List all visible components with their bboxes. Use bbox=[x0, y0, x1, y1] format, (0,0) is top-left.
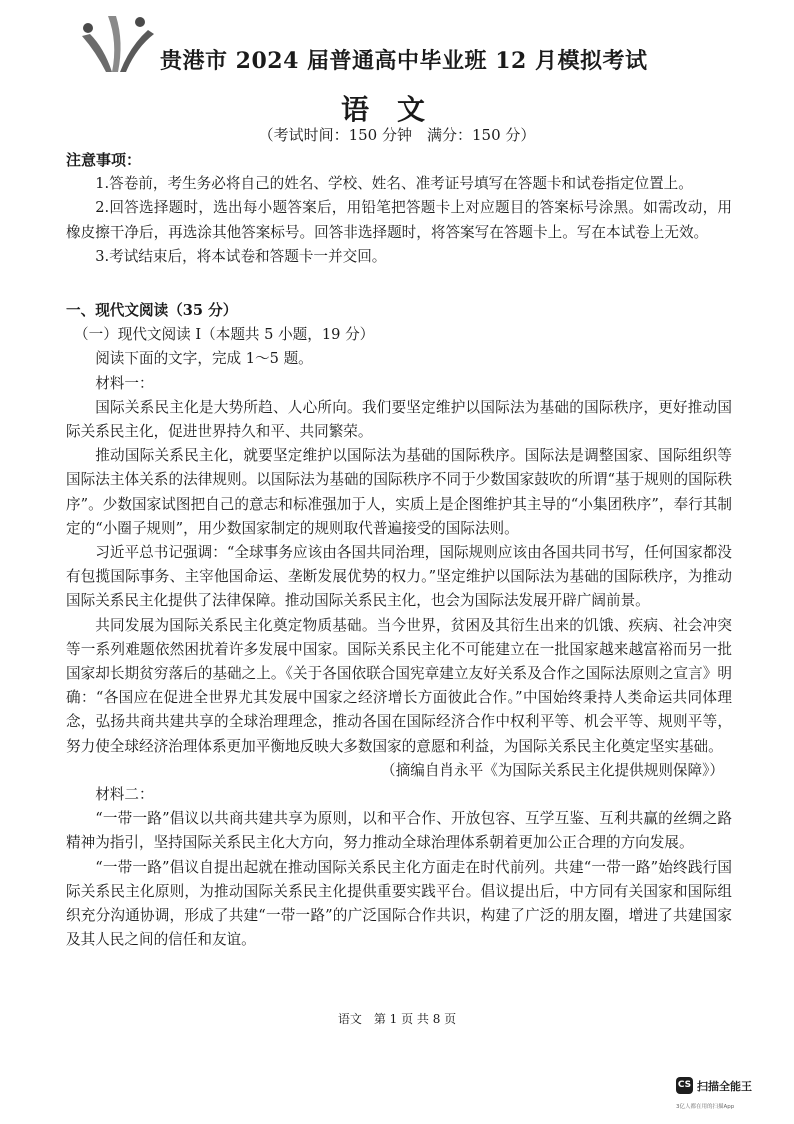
scanner-tagline: 3亿人都在用的扫描App bbox=[676, 1104, 735, 1110]
notice-item: 3.考试结束后，将本试卷和答题卡一并交回。 bbox=[95, 247, 387, 265]
scanner-app-name: 扫描全能王 bbox=[697, 1080, 752, 1093]
material-paragraph: 推动国际关系民主化，就要坚定维护以国际法为基础的国际秩序。国际法是调整国家、国际组织等国际法主体关系的法律规则。以国际法为基础的国际秩序不同于少数国家鼓吹的所谓“基于规则的国际秩序”。少数国家试图把自己的意志和标准强加于人，实质上是企图维护其主导的“小集团秩序”，奉行其制定的“小圈子规则”，用少数国家制定的规则取代普遍接受的国际法则。 bbox=[66, 447, 732, 537]
section-title: 一、现代文阅读（35 分） bbox=[66, 302, 238, 320]
material-source: （摘编自肖永平《为国际关系民主化提供规则保障》） bbox=[381, 761, 724, 779]
material-one-label: 材料一： bbox=[95, 374, 154, 392]
exam-body bbox=[66, 148, 732, 953]
material-paragraph: “一带一路”倡议以共商共建共享为原则，以和平合作、开放包容、互学互鉴、互利共赢的丝绸之路精神为指引，坚持国际关系民主化大方向，努力推动全球治理体系朝着更加公正合理的方向发展。 bbox=[66, 810, 732, 852]
exam-title: 贵港市 2024 届普通高中毕业班 12 月模拟考试 bbox=[160, 48, 648, 74]
material-paragraph: 共同发展为国际关系民主化奠定物质基础。当今世界，贫困及其衍生出来的饥饿、疾病、社会冲突等一系列难题依然困扰着许多发展中国家。国际关系民主化不可能建立在一批国家越来越富裕而另一批国家却长期贫穷落后的基础之上。《关于各国依联合国宪章建立友好关系及合作之国际法原则之宣言》明确：“各国应在促进全世界尤其发展中国家之经济增长方面彼此合作。”中国始终秉持人类命运共同体理念，弘扬共商共建共享的全球治理理念，推动各国在国际经济合作中权利平等、机会平等、规则平等，努力使全球经济治理体系更加平衡地反映大多数国家的意愿和利益，为国际关系民主化奠定坚实基础。 bbox=[66, 616, 732, 755]
material-paragraph: “一带一路”倡议自提出起就在推动国际关系民主化方面走在时代前列。共建“一带一路”始终践行国际关系民主化原则，为推动国际关系民主化提供重要实践平台。倡议提出后，中方同有关国家和国际组织充分沟通协调，形成了共建“一带一路”的广泛国际合作共识，构建了广泛的朋友圈，增进了共建国家及其人民之间的信任和友谊。 bbox=[66, 858, 732, 949]
subject-title: 语文 bbox=[340, 93, 453, 126]
notice-item: 2.回答选择题时，选出每小题答案后，用铅笔把答题卡上对应题目的答案标号涂黑。如需改动，用橡皮擦干净后，再选涂其他答案标号。回答非选择题时，将答案写在答题卡上。写在本试卷上无效。 bbox=[66, 199, 732, 241]
material-two-label: 材料二： bbox=[95, 786, 154, 804]
exam-meta: （考试时间：150 分钟 满分：150 分） bbox=[258, 126, 536, 144]
notice-heading: 注意事项： bbox=[66, 151, 142, 169]
camscanner-icon: CS bbox=[676, 1077, 693, 1094]
material-paragraph: 国际关系民主化是大势所趋、人心所向。我们要坚定维护以国际法为基础的国际秩序，更好推动国际关系民主化，促进世界持久和平、共同繁荣。 bbox=[66, 398, 732, 441]
scanner-badge bbox=[676, 1075, 788, 1115]
material-paragraph: 习近平总书记强调：“全球事务应该由各国共同治理，国际规则应该由各国共同书写，任何国家都没有包揽国际事务、主宰他国命运、垄断发展优势的权力。”坚定维护以国际法为基础的国际秩序，为推动国际关系民主化提供了法律保障。推动国际关系民主化，也会为国际法发展开辟广阔前景。 bbox=[66, 544, 732, 610]
reading-instruction: 阅读下面的文字，完成 1～5 题。 bbox=[95, 350, 313, 368]
page-footer: 语文 第 1 页 共 8 页 bbox=[337, 1012, 457, 1026]
exam-logo-graphic bbox=[78, 12, 158, 76]
subsection-title: （一）现代文阅读 I（本题共 5 小题，19 分） bbox=[74, 326, 375, 344]
notice-item: 1.答卷前，考生务必将自己的姓名、学校、姓名、准考证号填写在答题卡和试卷指定位置上。 bbox=[95, 175, 693, 193]
